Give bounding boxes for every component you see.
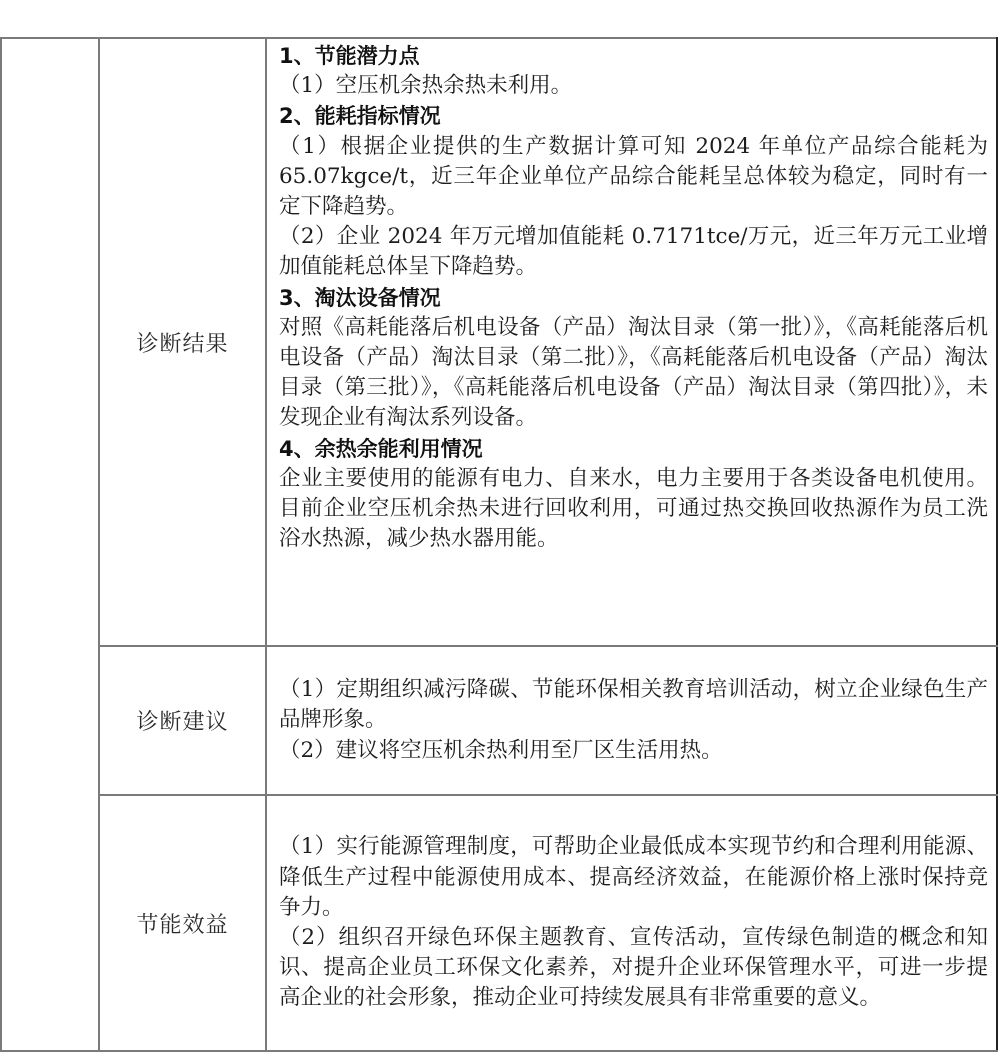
section-heading-energy-saving-potential: 1、节能潜力点 xyxy=(279,44,420,68)
section-heading-energy-indicators: 2、能耗指标情况 xyxy=(279,104,441,129)
paragraph: 对照《高耗能落后机电设备（产品）淘汰目录（第一批）》，《高耗能落后机电设备（产品）淘汰目录（第二批）》，《高耗能落后机电设备（产品）淘汰目录（第三批）》，《高耗能落后机电设备（产品）淘汰目录（第四批）》，未发现企业有淘汰系列设备。 xyxy=(279,314,988,431)
section-heading-obsolete-equipment: 3、淘汰设备情况 xyxy=(279,285,441,310)
paragraph: （1）根据企业提供的生产数据计算可知 2024 年单位产品综合能耗为 65.07kgce/t，近三年企业单位产品综合能耗呈总体较为稳定，同时有一定下降趋势。 xyxy=(279,133,988,220)
diagnosis-results-content xyxy=(266,38,997,646)
diagnosis-suggestions-content xyxy=(266,646,997,795)
merged-category-cell xyxy=(1,38,99,1051)
section-heading-waste-heat-usage: 4、余热余能利用情况 xyxy=(279,436,483,461)
row-label-diagnosis-results: 诊断结果 xyxy=(99,38,266,646)
paragraph: （1）定期组织减污降碳、节能环保相关教育培训活动，树立企业绿色生产品牌形象。 xyxy=(279,677,988,733)
table-row-diagnosis-results xyxy=(1,38,997,646)
energy-saving-benefits-content xyxy=(266,795,997,1051)
paragraph: （2）建议将空压机余热利用至厂区生活用热。 xyxy=(279,737,723,763)
paragraph: （1）实行能源管理制度，可帮助企业最低成本实现节约和合理利用能源、降低生产过程中能源使用成本、提高经济效益，在能源价格上涨时保持竞争力。 xyxy=(279,834,988,920)
paragraph: （2）企业 2024 年万元增加值能耗 0.7171tce/万元，近三年万元工业增加值能耗总体呈下降趋势。 xyxy=(279,224,988,280)
row-label-energy-saving-benefits: 节能效益 xyxy=(99,795,266,1051)
diagnosis-table xyxy=(0,37,998,1052)
paragraph: （2）组织召开绿色环保主题教育、宣传活动，宣传绿色制造的概念和知识、提高企业员工环保文化素养，对提升企业环保管理水平，可进一步提高企业的社会形象，推动企业可持续发展具有非常重要的意义。 xyxy=(279,925,988,1011)
table-row-energy-saving-benefits xyxy=(1,795,997,1051)
row-label-diagnosis-suggestions: 诊断建议 xyxy=(99,646,266,795)
paragraph: （1）空压机余热余热未利用。 xyxy=(279,73,573,99)
paragraph: 企业主要使用的能源有电力、自来水，电力主要用于各类设备电机使用。目前企业空压机余热未进行回收利用，可通过热交换回收热源作为员工洗浴水热源，减少热水器用能。 xyxy=(279,465,988,552)
table-row-diagnosis-suggestions xyxy=(1,646,997,795)
